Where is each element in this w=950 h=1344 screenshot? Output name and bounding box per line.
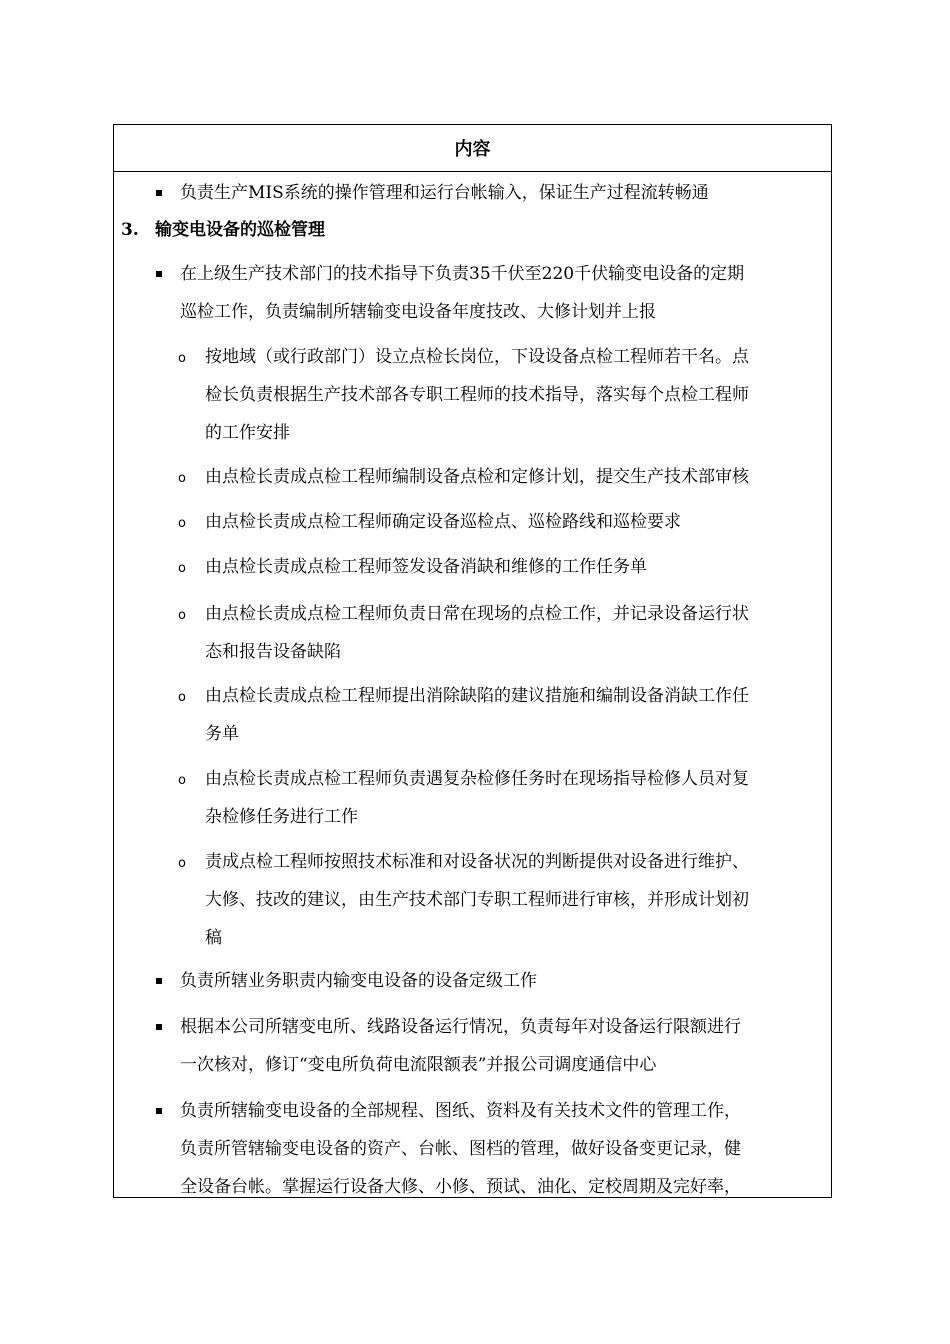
list-item-line: 稿: [205, 928, 222, 948]
list-item-line: 按地域（或行政部门）设立点检长岗位，下设设备点检工程师若干名。点: [205, 347, 749, 367]
circle-bullet-icon: o: [178, 856, 186, 871]
circle-bullet-icon: o: [178, 773, 186, 788]
list-item-line: 大修、技改的建议，由生产技术部门专职工程师进行审核，并形成计划初: [205, 890, 749, 910]
square-bullet-icon: [156, 978, 162, 984]
list-item-line: 由点检长责成点检工程师编制设备点检和定修计划，提交生产技术部审核: [205, 467, 749, 487]
square-bullet-icon: [156, 190, 162, 196]
circle-bullet-icon: o: [178, 516, 186, 531]
list-item-line: 责成点检工程师按照技术标准和对设备状况的判断提供对设备进行维护、: [205, 852, 749, 872]
list-item-line: 的工作安排: [205, 423, 290, 443]
list-item-line: 由点检长责成点检工程师负责遇复杂检修任务时在现场指导检修人员对复: [205, 769, 749, 789]
list-item-line: 由点检长责成点检工程师确定设备巡检点、巡检路线和巡检要求: [205, 512, 681, 532]
square-bullet-icon: [156, 271, 162, 277]
circle-bullet-icon: o: [178, 690, 186, 705]
circle-bullet-icon: o: [178, 561, 186, 576]
list-item-line: 由点检长责成点检工程师提出消除缺陷的建议措施和编制设备消缺工作任: [205, 686, 749, 706]
circle-bullet-icon: o: [178, 608, 186, 623]
header-title: 内容: [454, 139, 491, 160]
list-item-line: 负责所管辖输变电设备的资产、台帐、图档的管理，做好设备变更记录，健: [180, 1139, 741, 1159]
square-bullet-icon: [156, 1024, 162, 1030]
list-item-line: 在上级生产技术部门的技术指导下负责35千伏至220千伏输变电设备的定期: [180, 264, 745, 284]
table-header: [114, 125, 831, 172]
list-item-line: 务单: [205, 724, 239, 744]
circle-bullet-icon: o: [178, 351, 186, 366]
list-item-line: 负责生产MIS系统的操作管理和运行台帐输入，保证生产过程流转畅通: [180, 183, 709, 203]
list-item-line: 负责所辖业务职责内输变电设备的设备定级工作: [180, 971, 537, 991]
list-item-line: 由点检长责成点检工程师负责日常在现场的点检工作，并记录设备运行状: [205, 604, 749, 624]
list-item-line: 负责所辖输变电设备的全部规程、图纸、资料及有关技术文件的管理工作，: [180, 1101, 741, 1121]
section-heading: 输变电设备的巡检管理: [155, 220, 325, 240]
list-item-line: 一次核对，修订“变电所负荷电流限额表”并报公司调度通信中心: [180, 1055, 657, 1075]
list-item-line: 检长负责根据生产技术部各专职工程师的技术指导，落实每个点检工程师: [205, 385, 749, 405]
list-item-line: 全设备台帐。掌握运行设备大修、小修、预试、油化、定校周期及完好率，: [180, 1177, 741, 1197]
square-bullet-icon: [156, 1108, 162, 1114]
section-number: 3.: [121, 220, 139, 240]
list-item-line: 巡检工作，负责编制所辖输变电设备年度技改、大修计划并上报: [180, 302, 656, 322]
list-item-line: 态和报告设备缺陷: [205, 642, 341, 662]
list-item-line: 杂检修任务进行工作: [205, 807, 358, 827]
list-item-line: 由点检长责成点检工程师签发设备消缺和维修的工作任务单: [205, 557, 647, 577]
circle-bullet-icon: o: [178, 471, 186, 486]
list-item-line: 根据本公司所辖变电所、线路设备运行情况，负责每年对设备运行限额进行: [180, 1017, 741, 1037]
